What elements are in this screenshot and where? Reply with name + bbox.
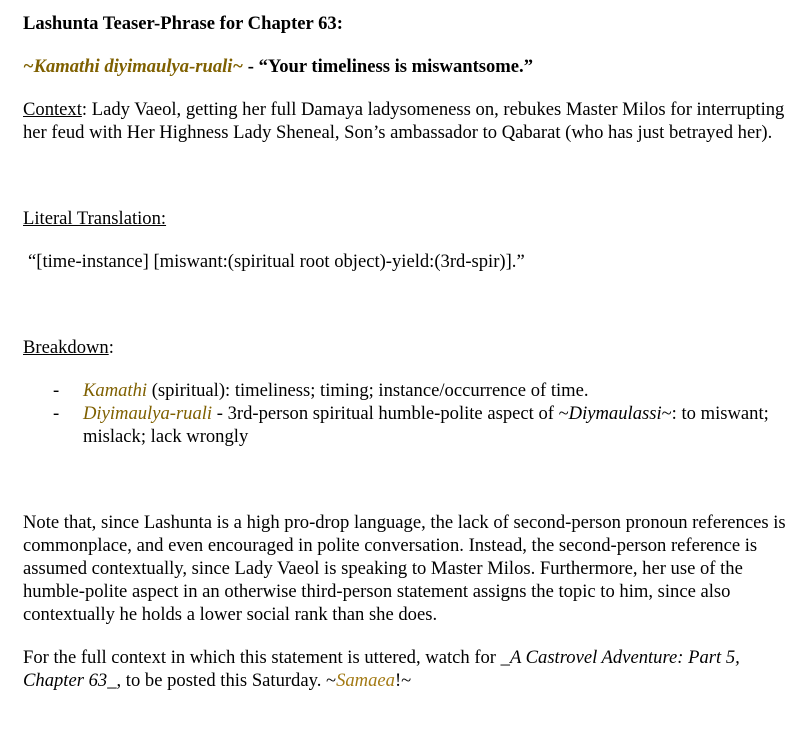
breakdown-term: Diyimaulya-ruali <box>83 403 213 424</box>
breakdown-definition: (spiritual): timeliness; timing; instance/occurrence of time. <box>147 380 589 401</box>
note-paragraph: Note that, since Lashunta is a high pro-drop language, the lack of second-person pronoun references is commonplace, and even encouraged in polite conversation. Instead, the second-person reference is assumed contextually, since Lady Vaeol is speaking to Master Milos. Furthermore, her use of the humble-polite aspect in an otherwise third-person statement assigns the topic to him, since also contextually he holds a lower social rank than she does. <box>23 512 786 625</box>
literal-translation-heading <box>23 207 803 230</box>
document-title: Lashunta Teaser-Phrase for Chapter 63: <box>23 13 343 34</box>
breakdown-label: Breakdown <box>23 337 109 358</box>
teaser-line <box>23 55 803 78</box>
footer-before: For the full context in which this statement is uttered, watch for <box>23 647 501 668</box>
footer-end: !~ <box>394 670 412 691</box>
context-paragraph <box>23 98 803 144</box>
breakdown-root-word: Diymaulassi <box>568 403 662 424</box>
footer-work-title: _A Castrovel Adventure: Part 5, Chapter 63_ <box>23 647 740 691</box>
breakdown-definition: - 3rd-person spiritual humble-polite aspect of ~ <box>212 403 569 424</box>
literal-translation-text: “[time-instance] [miswant:(spiritual root object)-yield:(3rd-spir)].” <box>28 251 525 272</box>
footer-after: , to be posted this Saturday. ~ <box>116 670 337 691</box>
teaser-translation: - “Your timeliness is miswantsome.” <box>243 56 533 77</box>
breakdown-definition-end: ~: to miswant; mislack; lack wrongly <box>83 403 769 447</box>
list-item <box>23 379 803 402</box>
list-dash: - <box>53 380 60 401</box>
footer-paragraph <box>23 646 803 692</box>
breakdown-heading <box>23 336 803 359</box>
list-item <box>23 402 803 448</box>
breakdown-colon: : <box>108 337 114 358</box>
breakdown-term: Kamathi <box>83 380 148 401</box>
breakdown-list <box>23 379 803 448</box>
document-page <box>23 12 803 692</box>
context-text: : Lady Vaeol, getting her full Damaya ladysomeness on, rebukes Master Milos for interrupting her feud with Her Highness Lady Sheneal, Son’s ambassador to Qabarat (who has just betrayed her). <box>23 99 785 143</box>
context-label: Context <box>23 99 82 120</box>
signature: Samaea <box>336 670 395 691</box>
list-dash: - <box>53 403 60 424</box>
literal-label: Literal Translation: <box>23 208 167 229</box>
teaser-phrase: ~Kamathi diyimaulya-ruali~ <box>23 56 244 77</box>
